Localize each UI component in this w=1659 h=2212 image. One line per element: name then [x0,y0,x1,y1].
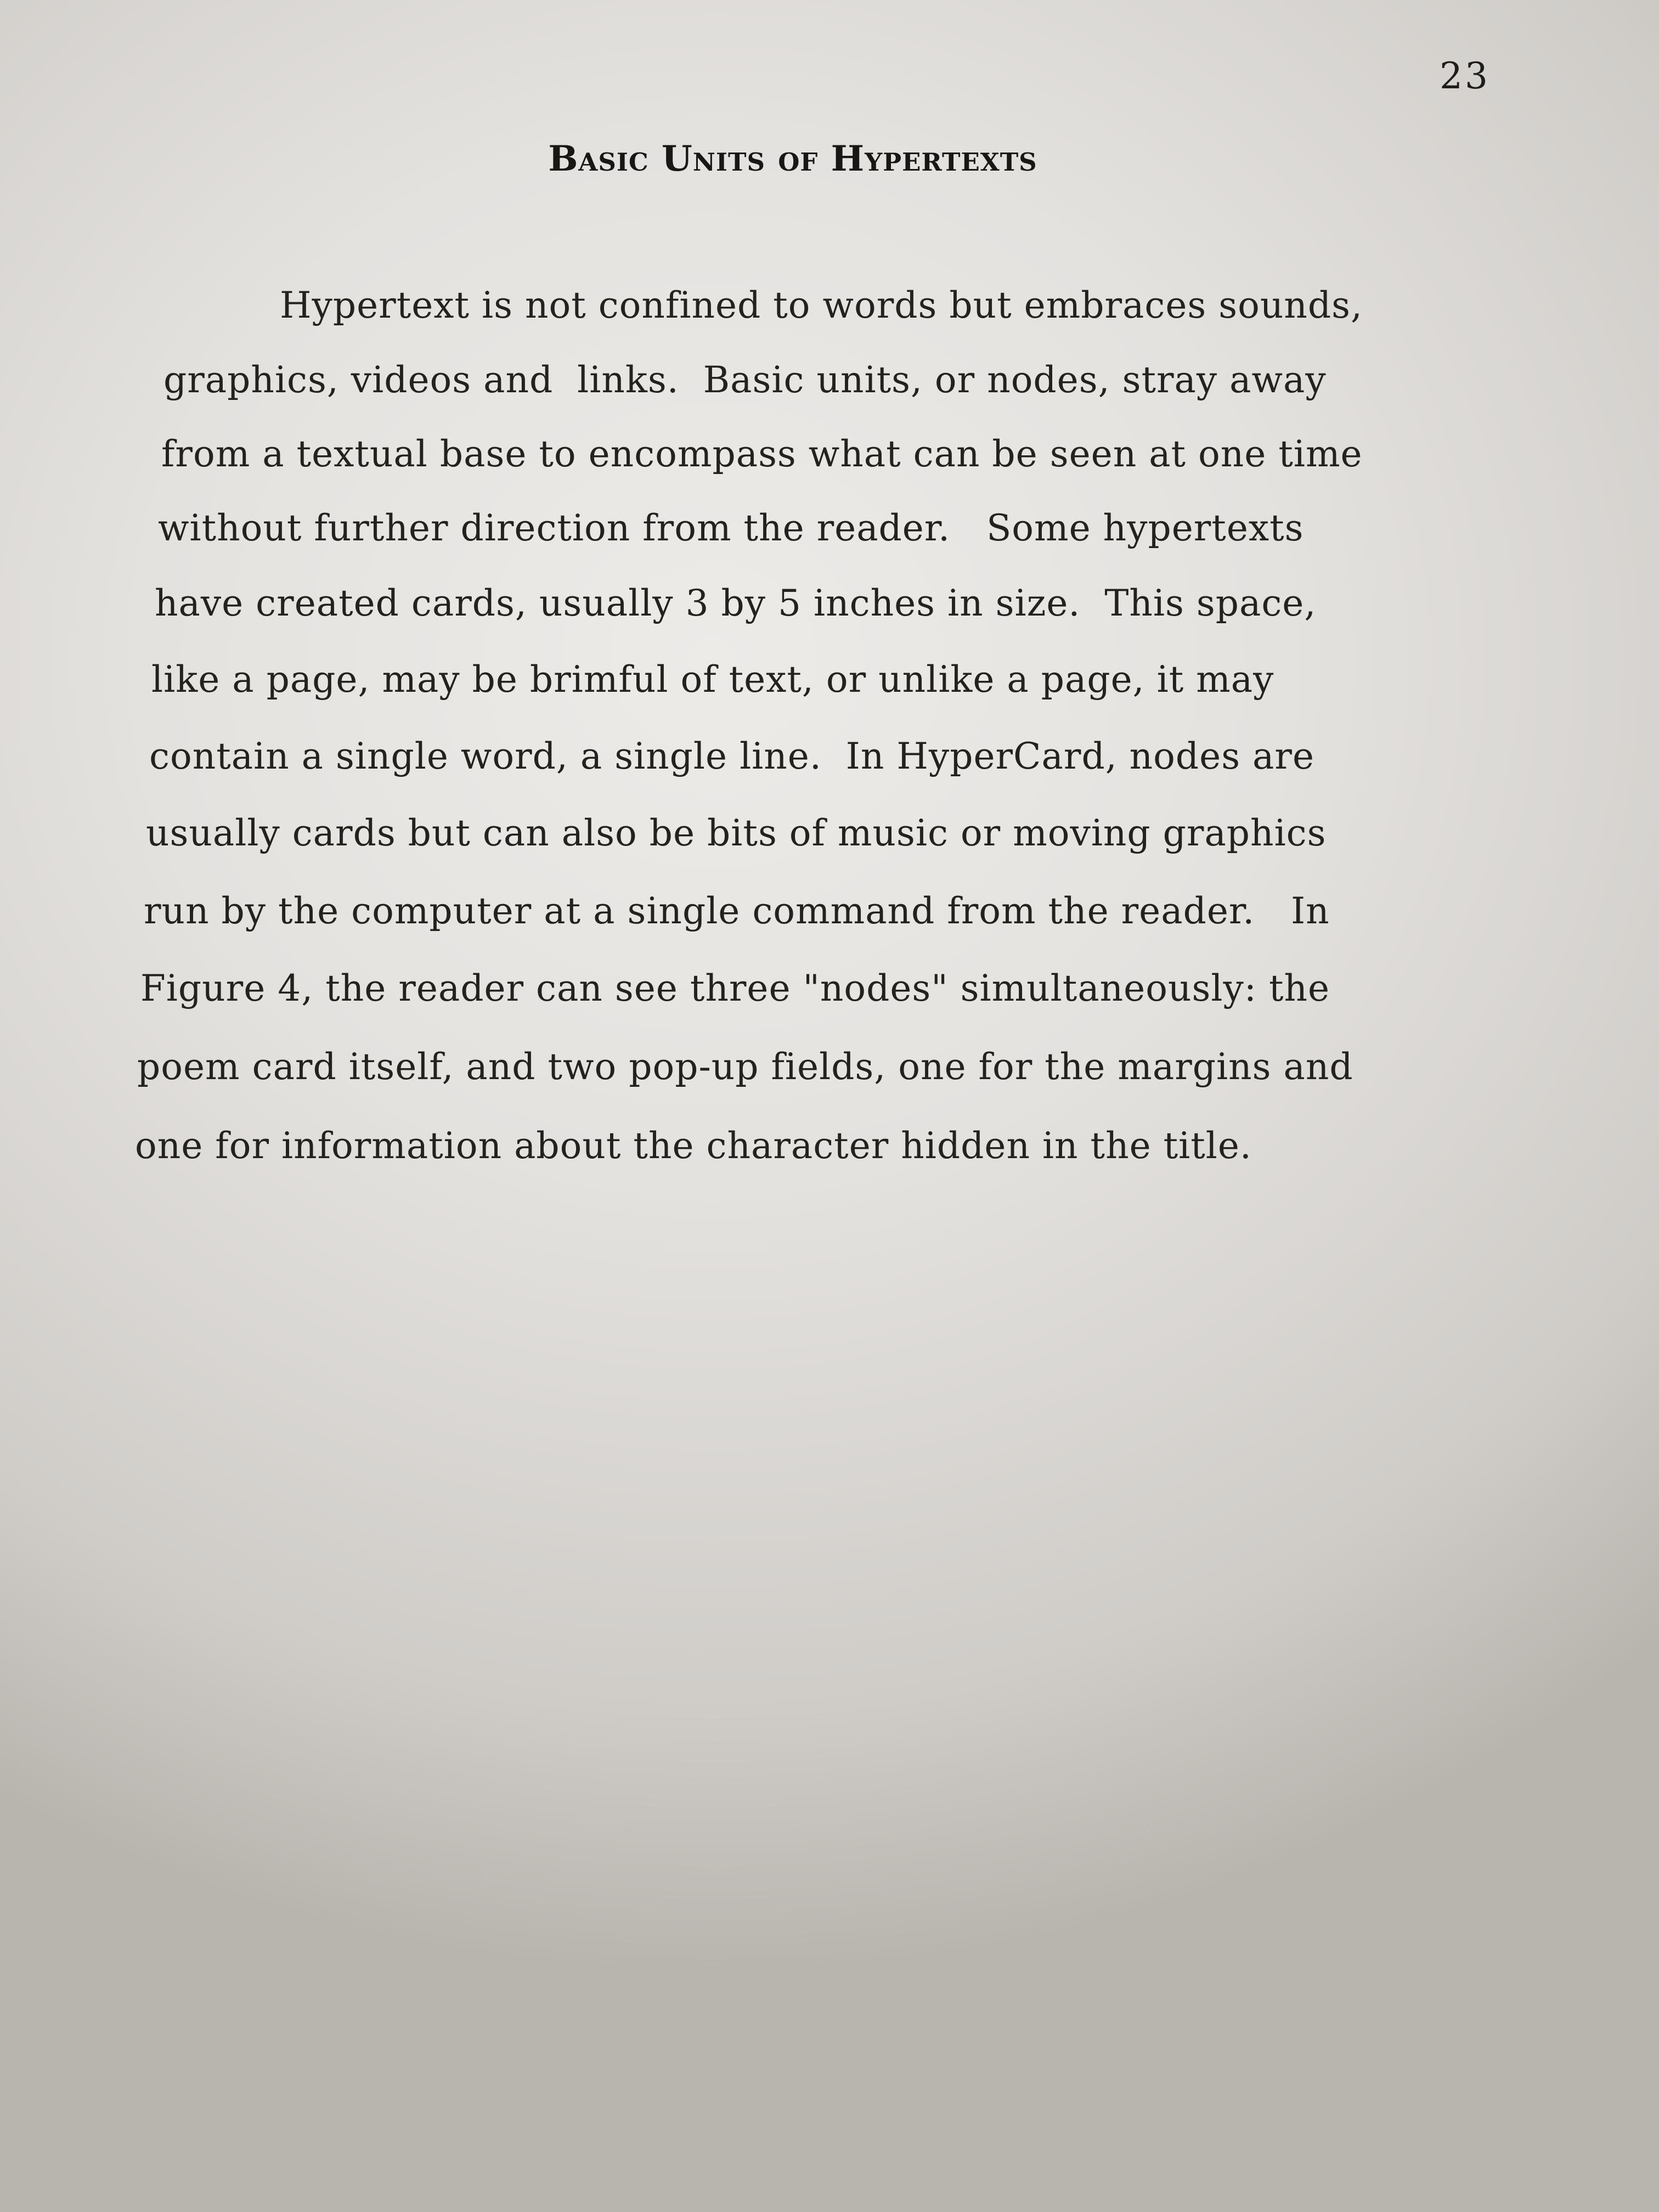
paragraph-line: Hypertext is not confined to words but embraces sounds, [280,284,1363,326]
paragraph-line: graphics, videos and links. Basic units, or nodes, stray away [163,359,1327,401]
paragraph-line: one for information about the character hidden in the title. [135,1125,1252,1167]
paragraph-line: poem card itself, and two pop-up fields, one for the margins and [137,1046,1353,1088]
paragraph-line: Figure 4, the reader can see three "nodes" simultaneously: the [140,967,1330,1009]
section-heading: Basic Units of Hypertexts [548,138,1037,179]
paragraph-line: contain a single word, a single line. In HyperCard, nodes are [149,735,1315,777]
paragraph-line: like a page, may be brimful of text, or unlike a page, it may [151,658,1274,701]
paragraph-line: have created cards, usually 3 by 5 inches in size. This space, [155,582,1317,624]
paragraph-line: without further direction from the reader. Some hypertexts [158,507,1304,549]
page-number: 23 [1440,55,1490,97]
paragraph-line: usually cards but can also be bits of music or moving graphics [146,812,1327,854]
paragraph-line: from a textual base to encompass what can be seen at one time [161,433,1363,475]
paragraph-line: run by the computer at a single command from the reader. In [144,890,1330,932]
